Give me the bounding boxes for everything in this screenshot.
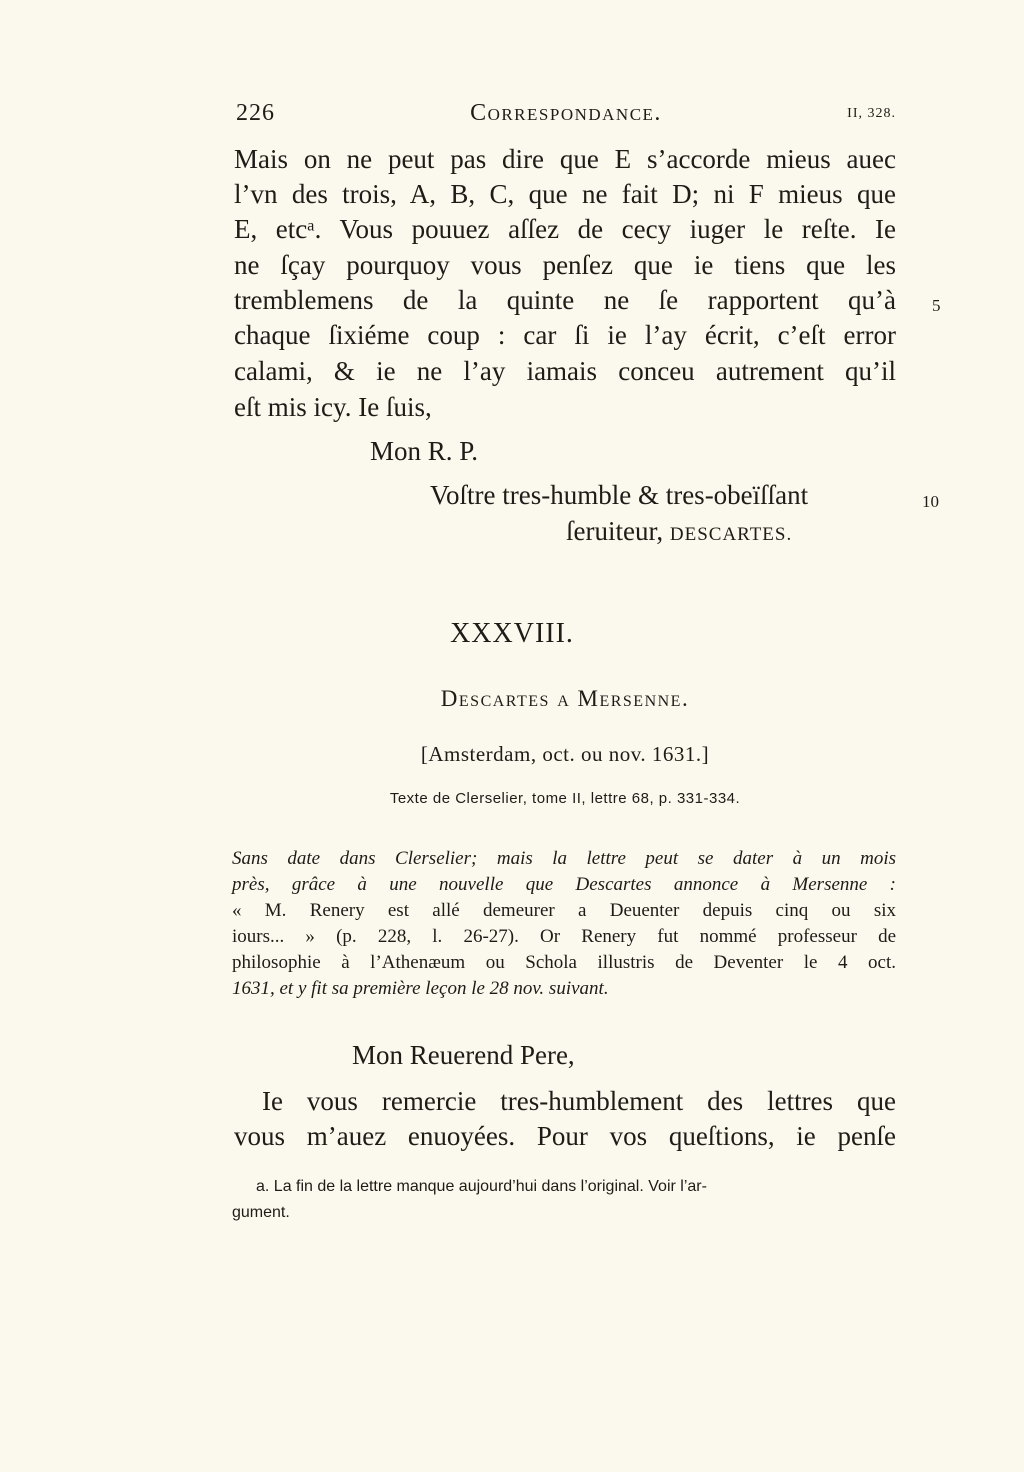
text-line: calami, & ie ne l’ay iamais conceu autrement qu’il	[234, 356, 896, 386]
letter-source: Texte de Clerselier, tome II, lettre 68, p. 331-334.	[389, 790, 741, 807]
argument-line: 1631, et y fit sa première leçon le 28 nov. suivant.	[232, 978, 609, 999]
page-number: 226	[236, 100, 275, 126]
argument-line: « M. Renery est allé demeurer a Deuenter depuis cinq ou six	[232, 900, 896, 921]
letter-title: Descartes a Mersenne.	[440, 686, 690, 711]
running-title: Correspondance.	[470, 100, 662, 126]
footnote-line: gument.	[232, 1204, 290, 1221]
running-head	[236, 100, 896, 132]
text-line: Mais on ne peut pas dire que E s’accorde mieus auec	[234, 144, 896, 174]
letter-date: [Amsterdam, oct. ou nov. 1631.]	[420, 742, 710, 766]
margin-line-number: 10	[922, 492, 939, 511]
opening-salutation: Mon Reuerend Pere,	[352, 1040, 575, 1070]
signature: DESCARTES.	[669, 524, 793, 545]
argument-line: près, grâce à une nouvelle que Descartes annonce à Mersenne :	[232, 874, 896, 895]
argument-line: iours... » (p. 228, l. 26-27). Or Renery fut nommé professeur de	[232, 926, 896, 947]
closing-signature	[566, 516, 792, 547]
argument-line: Sans date dans Clerselier; mais la lettre peut se dater à un mois	[232, 848, 896, 869]
closing-line: ſeruiteur,	[566, 516, 664, 546]
text-line: Ie vous remercie tres-humblement des lettres que	[262, 1086, 896, 1116]
text-line: ne ſçay pourquoy vous penſez que ie tiens que les	[234, 250, 896, 280]
margin-line-number: 5	[932, 296, 941, 315]
closing-line: Voſtre tres-humble & tres-obeïſſant	[430, 480, 809, 510]
text-line: tremblemens de la quinte ne ſe rapportent qu’à	[234, 285, 896, 315]
text-line: E, etcᵃ. Vous pouuez aſſez de cecy iuger le reſte. Ie	[234, 214, 896, 244]
closing-salutation: Mon R. P.	[370, 436, 479, 466]
footnote-line: a. La fin de la lettre manque aujourd’hui dans l’original. Voir l’ar-	[256, 1178, 707, 1195]
argument-line: philosophie à l’Athenæum ou Schola illustris de Deventer le 4 oct.	[232, 952, 896, 973]
text-line: chaque ſixiéme coup : car ſi ie l’ay écrit, c’eſt error	[234, 320, 896, 350]
volume-reference: II, 328.	[847, 106, 896, 121]
text-line: vous m’auez enuoyées. Pour vos queſtions, ie penſe	[234, 1121, 896, 1151]
text-line: eſt mis icy. Ie ſuis,	[234, 392, 432, 422]
letter-number: XXXVIII.	[450, 618, 574, 649]
text-line: l’vn des trois, A, B, C, que ne fait D; ni F mieus que	[234, 179, 896, 209]
